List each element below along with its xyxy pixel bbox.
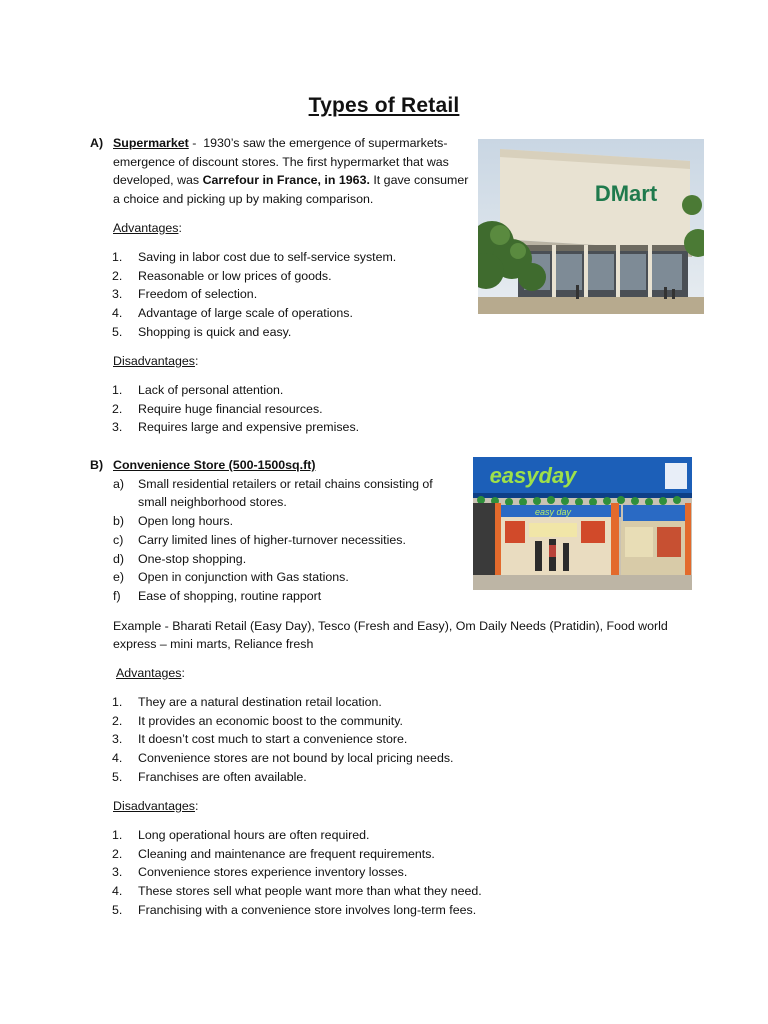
dmart-store-photo <box>478 139 704 314</box>
list-item: Franchising with a convenience store involves long-term fees. <box>138 902 477 917</box>
section-a-marker: A) <box>90 136 104 150</box>
section-b-heading: Convenience Store (500-1500sq.ft) <box>113 458 316 472</box>
point-label: a) <box>113 476 125 491</box>
list-number: 5. <box>112 902 123 917</box>
list-item: Lack of personal attention. <box>138 383 284 397</box>
list-item: Freedom of selection. <box>138 287 258 302</box>
list-item: Shopping is quick and easy. <box>138 324 292 339</box>
example-line: express – mini marts, Reliance fresh <box>113 637 314 652</box>
list-number: 5. <box>112 324 123 339</box>
list-item: Reasonable or low prices of goods. <box>138 268 332 283</box>
list-number: 4. <box>112 306 123 321</box>
list-item: Cleaning and maintenance are frequent requirements. <box>138 846 435 861</box>
list-number: 3. <box>112 420 123 435</box>
section-a-advantages-heading <box>113 219 182 238</box>
page-title: Types of Retail <box>308 94 460 117</box>
section-b-advantages-label: Advantages <box>116 666 182 680</box>
point-text: Open in conjunction with Gas stations. <box>138 570 349 585</box>
colon: : <box>194 354 199 368</box>
point-label: e) <box>113 570 125 585</box>
easyday-inner-sign-text: easy day <box>534 507 572 517</box>
list-number: 2. <box>112 401 123 416</box>
section-b-disadvantages-label: Disadvantages <box>113 799 195 813</box>
section-a-advantages-label: Advantages <box>113 221 179 235</box>
section-b-advantages-heading <box>116 664 185 683</box>
list-number: 1. <box>112 250 123 264</box>
list-number: 4. <box>112 751 123 766</box>
point-text: small neighborhood stores. <box>138 495 287 510</box>
section-a-intro-line-1 <box>113 134 448 153</box>
list-number: 1. <box>112 828 123 842</box>
colon: : <box>194 799 199 813</box>
section-b-disadvantages-heading <box>113 797 198 816</box>
list-number: 3. <box>112 732 123 747</box>
section-b-marker: B) <box>90 458 104 472</box>
point-text: Small residential retailers or retail chains consisting of <box>138 476 433 491</box>
section-a-intro-line-4: a choice and picking up by making comparison. <box>113 192 374 207</box>
list-item: It provides an economic boost to the community. <box>138 713 403 728</box>
list-item: Convenience stores are not bound by local pricing needs. <box>138 751 454 766</box>
list-item: Saving in labor cost due to self-service system. <box>138 250 397 264</box>
point-label: c) <box>113 532 124 547</box>
point-text: Carry limited lines of higher-turnover necessities. <box>138 532 406 547</box>
point-label: b) <box>113 514 125 529</box>
list-item: They are a natural destination retail location. <box>138 695 382 709</box>
section-a-intro-text-3a: developed, was <box>113 173 203 188</box>
colon: : <box>178 221 182 235</box>
list-number: 1. <box>112 695 123 709</box>
list-item: Requires large and expensive premises. <box>138 420 360 435</box>
point-text: Ease of shopping, routine rapport <box>138 588 322 603</box>
list-number: 2. <box>112 713 123 728</box>
list-item: It doesn’t cost much to start a convenience store. <box>138 732 408 747</box>
list-item: Convenience stores experience inventory losses. <box>138 865 408 880</box>
section-a-intro-text-3b: It gave consumer <box>369 173 469 188</box>
easyday-sign-text: easyday <box>489 463 577 488</box>
dmart-sign-text: DMart <box>594 181 658 206</box>
point-text: Open long hours. <box>138 514 234 529</box>
easyday-storefront-illustration <box>473 457 692 590</box>
list-number: 3. <box>112 287 123 302</box>
list-item: Advantage of large scale of operations. <box>138 306 353 321</box>
section-a-disadvantages-label: Disadvantages <box>113 354 195 368</box>
list-item: Long operational hours are often required. <box>138 828 370 842</box>
section-a-intro-text-1: - 1930’s saw the emergence of supermarkets- <box>188 136 448 150</box>
list-number: 2. <box>112 846 123 861</box>
example-line: Example - Bharati Retail (Easy Day), Tesco (Fresh and Easy), Om Daily Needs (Pratidin), Food world <box>113 618 668 633</box>
list-number: 1. <box>112 383 123 397</box>
list-item: These stores sell what people want more than what they need. <box>138 884 482 899</box>
section-a-intro-line-3 <box>113 171 468 190</box>
section-a-intro-line-2: emergence of discount stores. The first hypermarket that was <box>113 154 449 169</box>
point-label: f) <box>113 588 121 603</box>
colon: : <box>181 666 185 680</box>
list-number: 3. <box>112 865 123 880</box>
list-number: 2. <box>112 268 123 283</box>
point-label: d) <box>113 551 125 566</box>
list-item: Require huge financial resources. <box>138 401 323 416</box>
point-text: One-stop shopping. <box>138 551 247 566</box>
list-item: Franchises are often available. <box>138 769 307 784</box>
section-a-disadvantages-heading <box>113 352 198 371</box>
list-number: 4. <box>112 884 123 899</box>
dmart-building-illustration <box>478 139 704 314</box>
section-a-intro-bold: Carrefour in France, in 1963. <box>202 173 370 188</box>
list-number: 5. <box>112 769 123 784</box>
section-a-heading: Supermarket <box>113 136 189 150</box>
easyday-store-photo <box>473 457 692 590</box>
